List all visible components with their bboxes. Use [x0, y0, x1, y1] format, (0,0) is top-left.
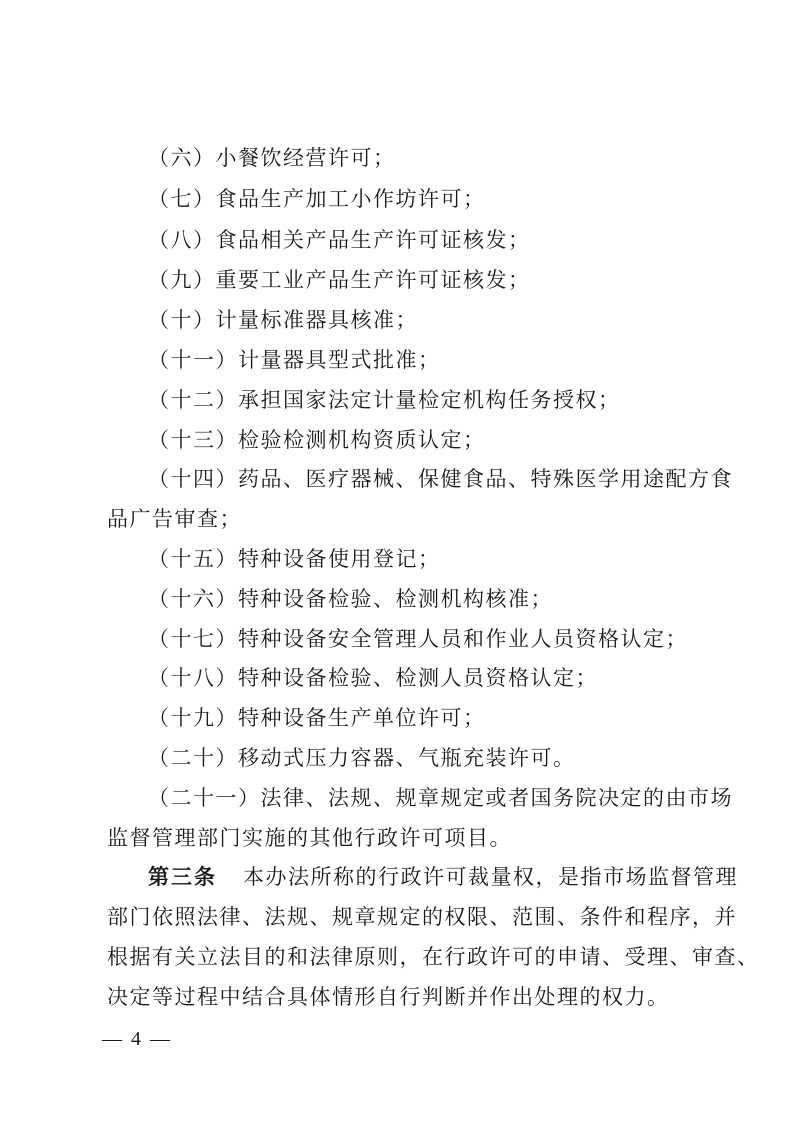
list-item: （十一）计量器具型式批准；	[148, 348, 441, 372]
list-item: （八）食品相关产品生产许可证核发；	[148, 228, 531, 252]
list-item: （十九）特种设备生产单位许可；	[148, 706, 486, 730]
article-paragraph-first-line	[148, 867, 738, 888]
article-line: 根据有关立法目的和法律原则，在行政许可的申请、受理、审查、	[107, 945, 760, 969]
list-item: （十二）承担国家法定计量检定机构任务授权；	[148, 388, 621, 412]
list-item: （十六）特种设备检验、检测机构核准；	[148, 587, 553, 611]
list-item: （十四）药品、医疗器械、保健食品、特殊医学用途配方食	[148, 467, 733, 491]
article-line: 决定等过程中结合具体情形自行判断并作出处理的权力。	[107, 985, 670, 1009]
list-item: （十八）特种设备检验、检测人员资格认定；	[148, 666, 598, 690]
article-line: 部门依照法律、法规、规章规定的权限、范围、条件和程序，并	[107, 905, 737, 929]
list-item-continuation: 监督管理部门实施的其他行政许可项目。	[107, 826, 512, 850]
list-item: （二十一）法律、法规、规章规定或者国务院决定的由市场	[148, 786, 733, 810]
list-item: （七）食品生产加工小作坊许可；	[148, 187, 486, 211]
list-item: （十七）特种设备安全管理人员和作业人员资格认定；	[148, 627, 688, 651]
page-number: — 4 —	[102, 1028, 172, 1050]
list-item: （十）计量标准器具核准；	[148, 308, 418, 332]
list-item: （十五）特种设备使用登记；	[148, 547, 441, 571]
list-item-continuation: 品广告审查；	[107, 507, 242, 531]
article-heading: 第三条	[148, 865, 217, 889]
list-item: （六）小餐饮经营许可；	[148, 146, 396, 170]
list-item: （二十）移动式压力容器、气瓶充装许可。	[148, 746, 576, 770]
list-item: （九）重要工业产品生产许可证核发；	[148, 268, 531, 292]
list-item: （十三）检验检测机构资质认定；	[148, 428, 486, 452]
article-text: 本办法所称的行政许可裁量权，是指市场监督管理	[243, 865, 738, 889]
